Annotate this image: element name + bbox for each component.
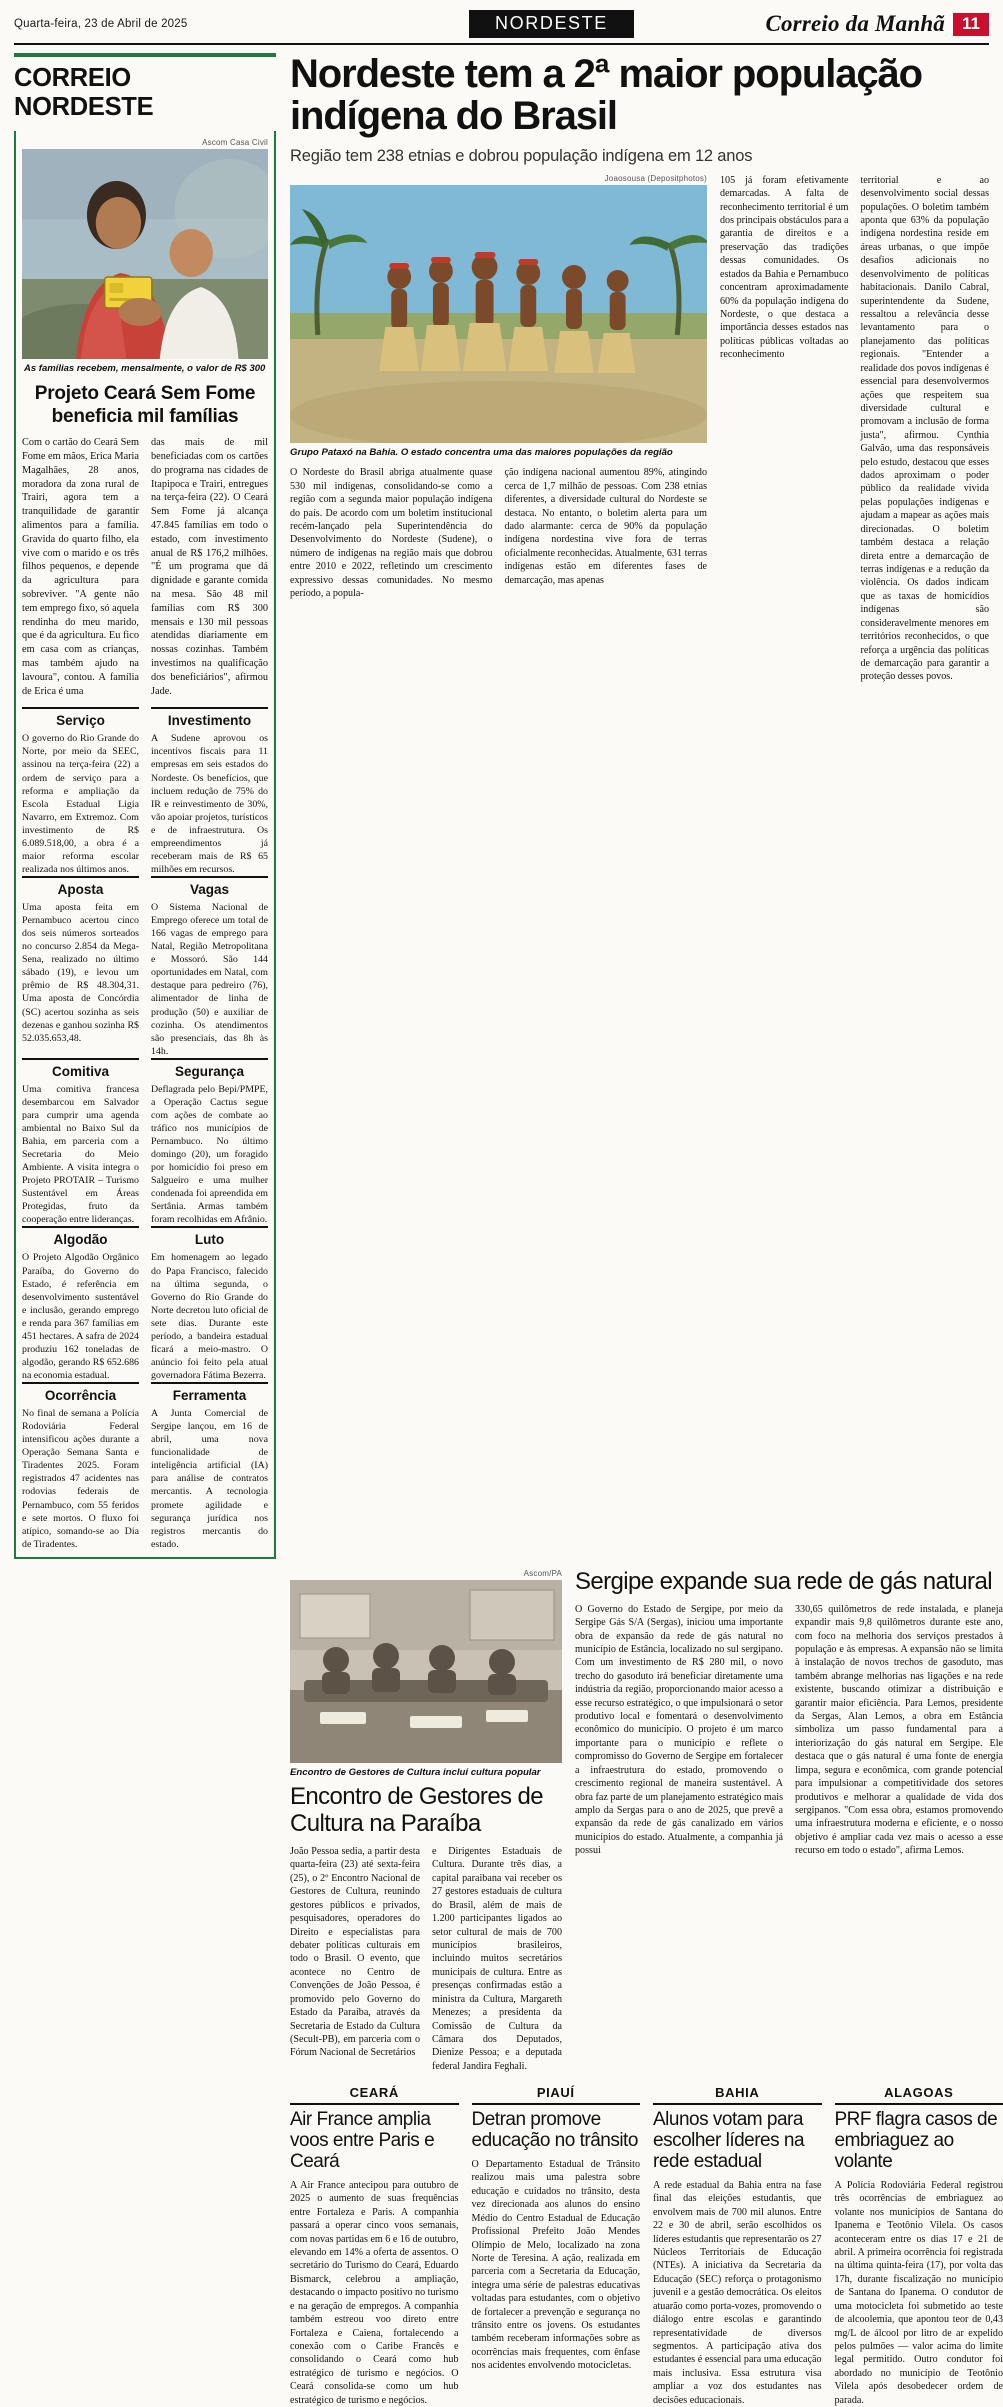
brand-wrap — [765, 11, 989, 37]
brief-headline: Detran promove educação no trânsito — [472, 2110, 641, 2152]
brief-state-label: CEARÁ — [290, 2085, 459, 2105]
subsection-title: Aposta — [22, 876, 139, 897]
subsection-text: Em homenagem ao legado do Papa Francisco, falecido na última segunda, o Governo do Rio Grande do Norte decretou luto oficial de sete dias. Durante este período, a bandeira estadual ficará a meio-mastro. O anúncio foi feito pela atual governadora Fátima Bezerra. — [151, 1251, 268, 1382]
subsection-text: A Sudene aprovou os incentivos fiscais para 11 empresas em seis estados do Nordeste. Os benefícios, que incluem redução de 75% do IR e reinvestimento de 30%, vão apoiar projetos, turísticos e de infraestrutura. Os empreendimentos já receberam mais de R$ 65 milhões em recursos. — [151, 732, 268, 876]
subsection-text: O governo do Rio Grande do Norte, por meio da SEEC, assinou na terça-feira (22) a ordem de serviço para a reforma e ampliação da Escola Estadual Ligia Navarro, em Extremoz. Com investimento de R$ 6.089.518,00, a obra é a maior reforma escolar realizada nos últimos anos. — [22, 732, 139, 876]
masthead-rule — [14, 43, 989, 45]
left-body-col-1: Com o cartão do Ceará Sem Fome em mãos, Erica Maria Magalhães, 28 anos, moradora da zona rural de Trairi, agora tem a tranquilidade de garantir alimentos para a família. Gravida do quarto filho, ela vive com o marido e os três filhos pequenos, e depende da agricultura para sobreviver. "A gente não tem emprego fixo, só aquela rendinha do meu marido, que é da agricultura. Eu fico em casa com as crianças, mas também ajudo na lavoura", contou. A família de Erica é uma — [22, 436, 139, 698]
subsection-title: Algodão — [22, 1226, 139, 1247]
sergipe-col-2: 330,65 quilômetros de rede instalada, e planeja expandir mais 9,8 quilômetros durante este ano, com foco na melhoria dos serviços prestados à população e às empresas. A expansão não se limita à instalação de novos trechos de gasoduto, mas também abrange melhorias nas ligações e na rede existente, buscando otimizar a distribuição e garantir maior eficiência. Para Lemos, presidente da Sergas, Alan Lemos, a obra em Estância simboliza um passo fundamental para a interiorização do gás natural em Sergipe. Ele destaca que o gás natural é uma fonte de energia limpa, segura e econômica, com grande potencial para impulsionar a competitividade dos setores produtivos e melhorar a qualidade de vida dos sergipanos. "Com essa obra, estamos promovendo uma infraestrutura moderna e eficiente, e o nosso objetivo é ampliar cada vez mais o acesso a esse recurso em todo o estado", afirma Lemos. — [795, 1603, 1003, 1858]
main-col-2: ção indígena nacional aumentou 89%, atingindo cerca de 1,7 milhão de pessoas. Com 238 etnias diferentes, a diversidade cultural do Nordeste se destaca. No entanto, o boletim alerta para um dado alarmante: cerca de 90% da população indígena nordestina vive fora de terras oficialmente reconhecidas. Atualmente, 631 terras indígenas estão em diferentes fases de demarcação, mas apenas — [505, 466, 708, 600]
brief-state-label: BAHIA — [653, 2085, 822, 2105]
subsection-text: No final de semana a Polícia Rodoviária Federal intensificou ações durante a Operação Semana Santa e Tiradentes 2025. Foram registrados 47 acidentes nas rodovias federais de Pernambuco, com 55 feridos e sete mortos. O fluxo foi atípico, somando-se ao Dia de Tiradentes. — [22, 1407, 139, 1551]
correio-nordeste-title: CORREIO NORDESTE — [14, 53, 276, 122]
main-photo — [290, 185, 707, 443]
main-col-1: O Nordeste do Brasil abriga atualmente quase 530 mil indígenas, consolidando-se como a região com a segunda maior população indígena do país. De acordo com um boletim institucional recém-lançado pela Superintendência do Desenvolvimento do Nordeste (Sudene), o número de indígenas na região mais que dobrou entre 2010 e 2022, refletindo um crescimento expressivo dessas comunidades. No mesmo período, a popula- — [290, 466, 493, 600]
newspaper-brand: Correio da Manhã — [765, 11, 945, 37]
mid-zone — [290, 1569, 1003, 2073]
subsection-title: Vagas — [151, 876, 268, 897]
encontro-col-1: João Pessoa sedia, a partir desta quarta-feira (23) até sexta-feira (25), o 2º Encontro Nacional de Gestores de Cultura, reunindo gestores públicos e privados, pesquisadores, operadores do Direito e especialistas para debater políticas culturais em todo o Brasil. O evento, que acontece no Centro de Convenções de João Pessoa, é promovido pelo Governo do Estado da Paraíba, através da Secretaria de Estado da Cultura (Secult-PB), em parceria com o Fórum Nacional de Secretários — [290, 1845, 420, 2073]
left-photo-credit: Ascom Casa Civil — [22, 138, 268, 147]
brief-state-label: ALAGOAS — [835, 2085, 1003, 2105]
brief-piaui — [472, 2085, 641, 2407]
main-headline: Nordeste tem a 2ª maior população indígena do Brasil — [290, 53, 989, 138]
brief-headline: Air France amplia voos entre Paris e Ceará — [290, 2110, 459, 2173]
left-photo-art — [22, 149, 268, 359]
brief-headline: PRF flagra casos de embriaguez ao volante — [835, 2110, 1003, 2173]
subsection-title: Segurança — [151, 1058, 268, 1079]
encontro-title: Encontro de Gestores de Cultura na Paraíba — [290, 1784, 562, 1838]
subsection-title: Serviço — [22, 707, 139, 728]
brief-state-label: PIAUÍ — [472, 2085, 641, 2105]
encontro-block — [290, 1569, 562, 2073]
brief-headline: Alunos votam para escolher líderes na rede estadual — [653, 2110, 822, 2173]
section-tab: NORDESTE — [469, 10, 634, 38]
brief-text: A Polícia Rodoviária Federal registrou três ocorrências de embriaguez ao volante nos municípios de Santana do Ipanema e Teotônio Vilela. Os casos aconteceram entre os dias 17 e 21 de abril. A primeira ocorrência foi registrada na última quinta-feira (17), por volta das 17h, durante fiscalização no município de Santana do Ipanema. O condutor de uma motocicleta foi submetido ao teste de alcoolemia, que apontou teor de 0,43 mg/L de álcool por litro de ar expelido pelos pulmões — valor acima do limite legal permitido. Outro condutor foi abordado no município de Teotônio Vilela após desobedecer ordem de parada. — [835, 2179, 1003, 2407]
encontro-photo — [290, 1580, 562, 1763]
left-subsections — [22, 707, 268, 1550]
sergipe-columns — [575, 1603, 1003, 1858]
left-photo — [22, 149, 268, 359]
correio-nordeste-column — [14, 53, 276, 1559]
encontro-col-2: e Dirigentes Estaduais de Cultura. Durante três dias, a capital paraibana vai receber os 27 gestores estaduais de cultura do Brasil, além de mais de 1.200 participantes ligados ao setor cultural de mais de 700 municípios brasileiros, incluindo muitos secretários municipais de cultura. Entre as presenças confirmadas estão a ministra da Cultura, Margareth Menezes; a presidenta da Comissão de Cultura da Câmara dos Deputados, Dienize Pessoa; e a deputada federal Jandira Feghali. — [432, 1845, 562, 2073]
encontro-photo-caption: Encontro de Gestores de Cultura inclui cultura popular — [290, 1763, 562, 1779]
brief-ceara — [290, 2085, 459, 2407]
brief-text: A rede estadual da Bahia entra na fase final das eleições estudantis, que envolvem mais de 700 mil alunos. Entre 22 e 30 de abril, serão escolhidos os líderes estudantis que representarão os 27 Núcleos Territoriais de Educação (NTEs). A iniciativa da Secretaria da Educação (SEC) reforça o protagonismo juvenil e a gestão democrática. Os eleitos atuarão como porta-vozes, promovendo o diálogo entre escolas e garantindo representatividade de diversos segmentos. A participação ativa dos estudantes é essencial para uma educação mais inclusiva. Essa estrutura visa ampliar a voz dos estudantes nas decisões educacionais. — [653, 2179, 822, 2407]
subsection-title: Luto — [151, 1226, 268, 1247]
main-col-4: territorial e ao desenvolvimento social dessas populações. O boletim também aponta que 63% da população indígena nordestina reside em áreas urbanas, o que impõe desafios adicionais no desenvolvimento de políticas habitacionais. Danilo Cabral, superintendente da Sudene, ressaltou a relevância desse levantamento para o planejamento das políticas regionais. "Entender a realidade dos povos indígenas é essencial para desenvolvermos ações que respeitem sua diversidade cultural e promovam a inclusão de forma justa", afirmou. Cynthia Galvão, uma das responsáveis pelo estudo, destacou que esses dados aproximam o poder público da realidade vivida pelas populações indígenas e ajudam a mapear as ações mais direcionadas. O boletim também destaca a relação direta entre a demarcação de terras indígenas e a redução da violência. Os dados indicam que as taxas de homicídios indígenas são consideravelmente menores em territórios reconhecidos, o que reforça a urgência das políticas de demarcação para garantir a proteção desses povos. — [861, 174, 990, 684]
main-photo-art — [290, 185, 707, 443]
encontro-photo-credit: Ascom/PA — [290, 1569, 562, 1578]
brief-alagoas — [835, 2085, 1003, 2407]
state-briefs — [290, 2085, 1003, 2407]
subsection-title: Ocorrência — [22, 1382, 139, 1403]
subsection-title: Comitiva — [22, 1058, 139, 1079]
subsection-text: O Sistema Nacional de Emprego oferece um total de 166 vagas de emprego para Natal, Região Metropolitana e Mossoró. São 144 oportunidades em Natal, com destaque para pedreiro (76), alimentador de linha de produção (50) e auxiliar de cozinha. Os atendimentos são presenciais, das 8h às 14h. — [151, 901, 268, 1058]
subsection-text: Deflagrada pelo Bepi/PMPE, a Operação Cactus segue com ações de combate ao tráfico nos municípios de Pernambuco. No último domingo (20), um foragido por homicídio foi preso em Salgueiro e uma mulher condenada foi apreendida em Sertânia. Armas também foram recolhidas em Afrânio. — [151, 1083, 268, 1227]
brief-text: O Departamento Estadual de Trânsito realizou mais uma palestra sobre educação e cuidados no trânsito, desta vez direcionada aos alunos do ensino Médio do Centro Estadual de Educação Profissional Prefeito João Mendes Olímpio de Melo, localizado na zona Norte de Teresina. A ação, realizada em parceria com a Secretaria da Educação, integra uma série de palestras educativas voltadas para estudantes, com o objetivo de fortalecer a prevenção e segurança no trânsito entre os jovens. Os estudantes também receberam informações sobre as ocorrências mais frequentes, com ênfase nos acidentes envolvendo motocicletas. — [472, 2158, 641, 2373]
brief-text: A Air France antecipou para outubro de 2025 o aumento de suas frequências entre Fortaleza e Paris. A companhia passará a operar cinco voos semanais, com novas partidas em 6 e 16 de outubro, elevando em 14% a oferta de assentos. O secretário do Turismo do Ceará, Eduardo Bismarck, celebrou a ampliação, destacando o impacto positivo no turismo e na geração de empregos. A companhia também estreou voo direto entre Fortaleza e Caiena, fortalecendo a conexão com o Caribe Francês e consolidando o Ceará como hub estratégico de turismo e negócios. O Ceará consolida-se como um hub estratégico de turismo e negócios. — [290, 2179, 459, 2407]
main-col-3: 105 já foram efetivamente demarcadas. A falta de reconhecimento territorial é um dos principais obstáculos para a garantia de direitos e a preservação das tradições dessas comunidades. Os estados da Bahia e Pernambuco concentram aproximadamente 60% da população indígena do Nordeste, o que destaca a importância desses estados nas políticas públicas voltadas ao reconhecimento — [720, 174, 849, 684]
masthead — [14, 10, 989, 38]
top-zone — [14, 53, 989, 1559]
brief-bahia — [653, 2085, 822, 2407]
main-photo-credit: Joaosousa (Depositphotos) — [290, 174, 707, 183]
left-body — [22, 436, 268, 698]
main-hero-area — [290, 174, 989, 684]
main-photo-block — [290, 174, 707, 684]
left-body-col-2: das mais de mil beneficiadas com os cartões do programa nas cidades de Itapipoca e Trairi, entregues na terça-feira (22). O Ceará Sem Fome já alcança 47.845 famílias em todo o estado, com investimento anual de R$ 176,2 milhões. "É um programa que dá dignidade e garante comida na mesa. São 48 mil famílias com R$ 300 mensais e 130 mil pessoas atendidas diariamente em nossas cozinhas. Também investimos na qualificação dos beneficiários", afirmou Jade. — [151, 436, 268, 698]
left-photo-caption: As famílias recebem, mensalmente, o valor de R$ 300 — [22, 359, 268, 376]
page-number-badge: 11 — [953, 13, 989, 36]
encontro-columns — [290, 1845, 562, 2073]
issue-date: Quarta-feira, 23 de Abril de 2025 — [14, 18, 187, 30]
left-headline: Projeto Ceará Sem Fome beneficia mil famílias — [22, 383, 268, 428]
main-article-column — [290, 53, 989, 1559]
subsection-text: Uma aposta feita em Pernambuco acertou cinco dos seis números sorteados no concurso 2.854 da Mega-Sena, realizado no último sábado (19), e levou um prêmio de R$ 48.304,31. Uma aposta de Concórdia (SC) acertou sozinha as seis dezenas e ganhou sozinha R$ 52.035.653,48. — [22, 901, 139, 1045]
main-subhead: Região tem 238 etnias e dobrou população indígena em 12 anos — [290, 147, 989, 166]
sergipe-title: Sergipe expande sua rede de gás natural — [575, 1569, 1003, 1596]
subsection-title: Ferramenta — [151, 1382, 268, 1403]
subsection-text: Uma comitiva francesa desembarcou em Salvador para cumprir uma agenda ambiental no Baixo Sul da Bahia, em parceria com a Secretaria do Meio Ambiente. A visita integra o Projeto PROTAIR – Turismo Sustentável em Áreas Protegidas, fruto da cooperação entre lideranças. — [22, 1083, 139, 1227]
sergipe-block — [575, 1569, 1003, 2073]
main-photo-caption: Grupo Pataxó na Bahia. O estado concentra uma das maiores populações da região — [290, 443, 707, 459]
correio-nordeste-frame — [14, 131, 276, 1559]
subsection-text: A Junta Comercial de Sergipe lançou, em 16 de abril, uma nova funcionalidade de inteligência artificial (IA) para análise de contratos mercantis. A tecnologia promete agilidade e segurança jurídica nos registros mercantis do estado. — [151, 1407, 268, 1551]
sergipe-col-1: O Governo do Estado de Sergipe, por meio da Sergipe Gás S/A (Sergas), iniciou uma importante obra de expansão da rede de gás natural no município de Estância, localizado no sul sergipano. Com um investimento de R$ 280 mil, o novo trecho do gasoduto irá beneficiar diretamente uma indústria da região, proporcionando maior acesso a esse recurso estratégico, o que impulsionará o setor produtivo local e fomentará o desenvolvimento econômico do município. O projeto é um marco importante para o município e reflete o compromisso do Governo de Sergipe em fortalecer a infraestrutura do estado, promovendo o crescimento regional de maneira sustentável. A obra faz parte de um planejamento estratégico mais amplo da Sergas para o ano de 2025, que prevê a expansão da rede de gás canalizado em vários municípios do estado. Atualmente, a companhia já possui — [575, 1603, 783, 1858]
subsection-title: Investimento — [151, 707, 268, 728]
main-side-columns — [720, 174, 989, 684]
main-text-lower — [290, 466, 707, 600]
encontro-photo-art — [290, 1580, 562, 1763]
subsection-text: O Projeto Algodão Orgânico Paraíba, do Governo do Estado, é referência em desenvolvimento sustentável e inclusão, gerando emprego e renda para 367 famílias em 451 hectares. A safra de 2024 produziu 162 toneladas de algodão, gerando R$ 652.686 na economia estadual. — [22, 1251, 139, 1382]
